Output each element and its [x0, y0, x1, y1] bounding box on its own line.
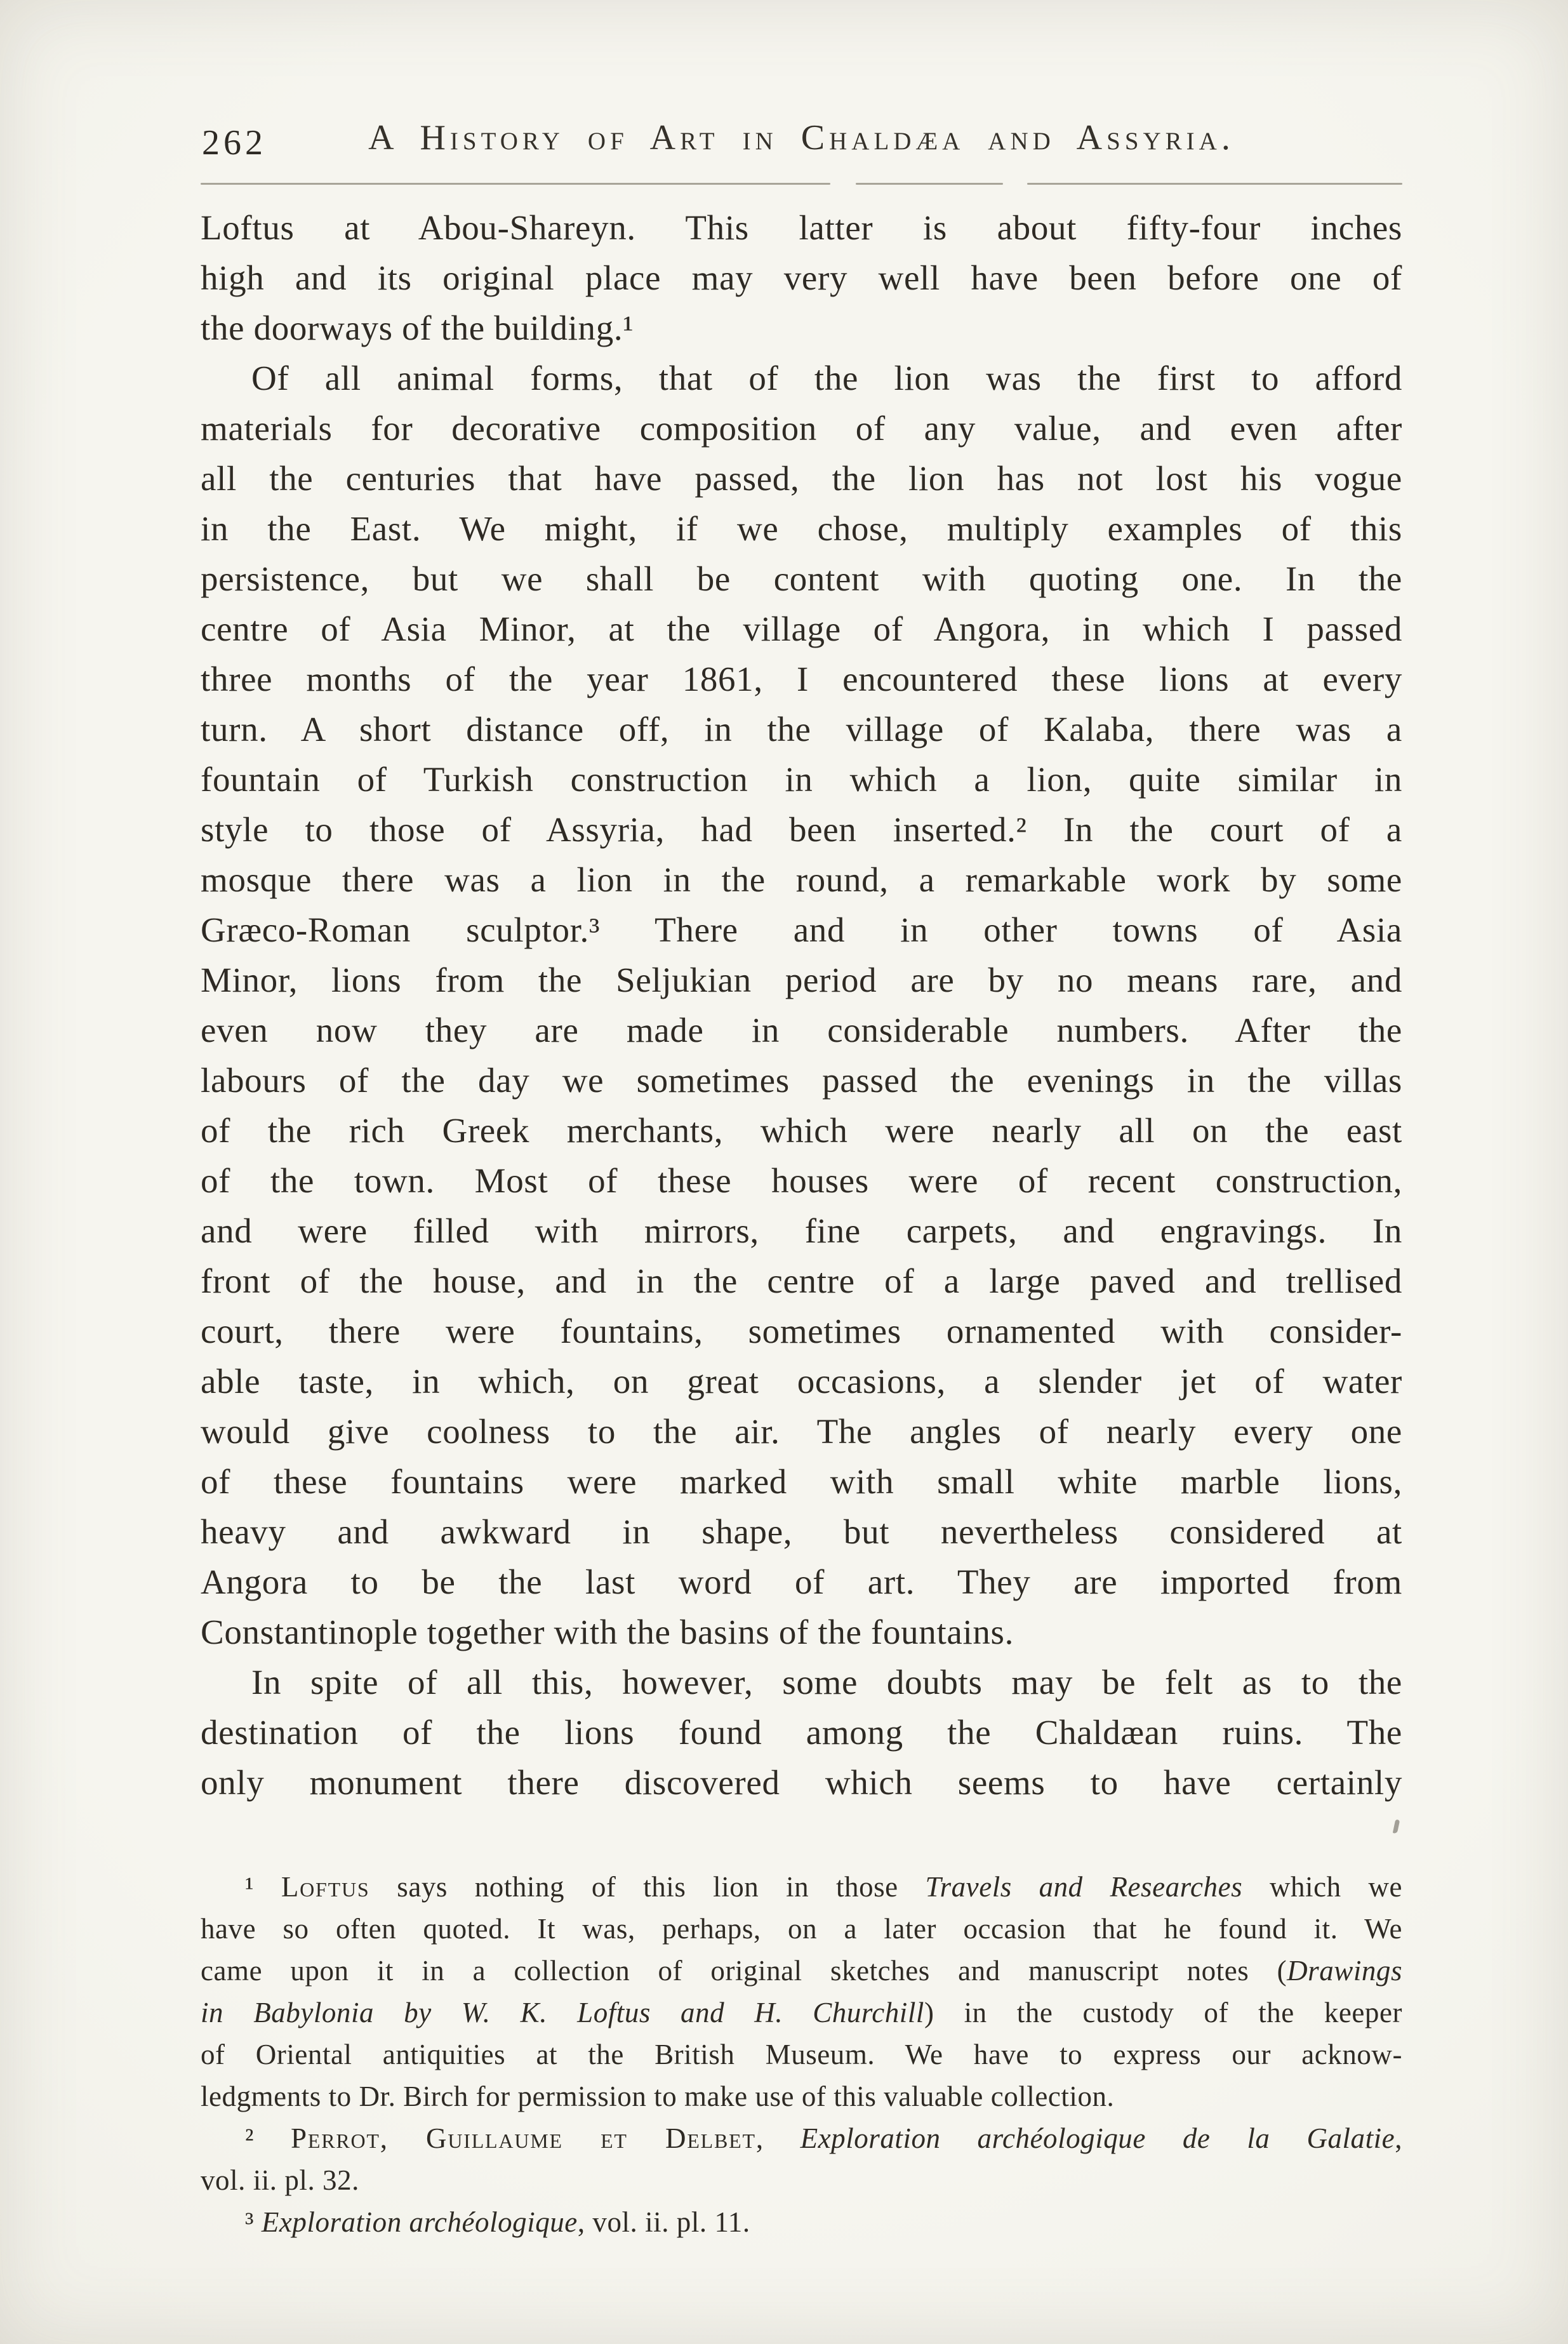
paragraph-line: style to those of Assyria, had been inserted.² In the court of a — [201, 810, 1402, 849]
paragraph-line: would give coolness to the air. The angles of nearly every one — [201, 1412, 1402, 1451]
paragraph-line: Loftus at Abou-Shareyn. This latter is about fifty-four inches — [201, 208, 1402, 247]
paragraph-line: persistence, but we shall be content with quoting one. In the — [201, 559, 1402, 598]
body-text — [201, 203, 1402, 1808]
footnote-line: came upon it in a collection of original sketches and manuscript notes (Drawings — [201, 1955, 1402, 1987]
paragraph-line: court, there were fountains, sometimes ornamented with consider- — [201, 1312, 1402, 1350]
footnote-line: vol. ii. pl. 32. — [201, 2164, 359, 2196]
paragraph-line: fountain of Turkish construction in which a lion, quite similar in — [201, 760, 1402, 799]
footnote-line: ³ Exploration archéologique, vol. ii. pl. 11. — [245, 2206, 750, 2238]
paragraph-line: three months of the year 1861, I encountered these lions at every — [201, 660, 1402, 698]
paragraph-line: all the centuries that have passed, the lion has not lost his vogue — [201, 459, 1402, 498]
paragraph-line: of the rich Greek merchants, which were nearly all on the east — [201, 1111, 1402, 1150]
footnote — [201, 2201, 1402, 2243]
small-caps-text: Loftus — [281, 1871, 370, 1903]
footnote — [201, 1866, 1402, 2117]
page-number: 262 — [202, 123, 267, 163]
paragraph-line: able taste, in which, on great occasions, a slender jet of water — [201, 1362, 1402, 1401]
paragraph-line: Græco-Roman sculptor.³ There and in other towns of Asia — [201, 910, 1402, 949]
paragraph-line: Of all animal forms, that of the lion was the first to afford — [251, 359, 1402, 397]
paragraph-line: of these fountains were marked with small white marble lions, — [201, 1462, 1402, 1501]
paragraph-line: front of the house, and in the centre of a large paved and trellised — [201, 1262, 1402, 1300]
footnote-line: ledgments to Dr. Birch for permission to make use of this valuable collection. — [201, 2081, 1115, 2112]
paragraph-line: mosque there was a lion in the round, a remarkable work by some — [201, 860, 1402, 899]
paragraph-line: Constantinople together with the basins of the fountains. — [201, 1613, 1014, 1651]
paragraph-line: centre of Asia Minor, at the village of Angora, in which I passed — [201, 609, 1402, 648]
paragraph-line: high and its original place may very well have been before one of — [201, 258, 1402, 297]
paragraph-line: destination of the lions found among the Chaldæan ruins. The — [201, 1713, 1402, 1752]
paragraph-line: of the town. Most of these houses were of recent construction, — [201, 1161, 1402, 1200]
paragraph-line: Angora to be the last word of art. They are imported from — [201, 1562, 1402, 1601]
paragraph-line: only monument there discovered which seems to have certainly — [201, 1763, 1402, 1802]
page-content — [201, 0, 1402, 2243]
paragraph-line: Minor, lions from the Seljukian period are by no means rare, and — [201, 961, 1402, 999]
footnotes — [201, 1866, 1402, 2243]
paragraph-line: materials for decorative composition of any value, and even after — [201, 409, 1402, 448]
paragraph-line: heavy and awkward in shape, but nevertheless considered at — [201, 1512, 1402, 1551]
rule-segment — [1027, 183, 1402, 185]
footnote — [201, 2117, 1402, 2201]
small-caps-text: Perrot, Guillaume et Delbet — [291, 2122, 756, 2154]
paragraph-line: and were filled with mirrors, fine carpets, and engravings. In — [201, 1211, 1402, 1250]
header-rule — [201, 182, 1402, 185]
paragraph — [201, 203, 1402, 353]
italic-text: Drawings — [1287, 1955, 1402, 1987]
italic-text: Exploration archéologique — [261, 2206, 578, 2238]
paragraph-line: labours of the day we sometimes passed the evenings in the villas — [201, 1061, 1402, 1100]
paragraph-line: even now they are made in considerable numbers. After the — [201, 1011, 1402, 1049]
footnote-line: ² Perrot, Guillaume et Delbet, Exploration archéologique de la Galatie, — [245, 2122, 1402, 2154]
footnote-line: ¹ Loftus says nothing of this lion in those Travels and Researches which we — [245, 1871, 1402, 1903]
paragraph-line: the doorways of the building.¹ — [201, 309, 634, 347]
paragraph — [201, 353, 1402, 1657]
rule-segment — [201, 183, 830, 185]
running-header — [201, 117, 1402, 168]
paragraph-line: In spite of all this, however, some doubts may be felt as to the — [251, 1663, 1402, 1701]
footnote-line: in Babylonia by W. K. Loftus and H. Churchill) in the custody of the keeper — [201, 1997, 1402, 2028]
italic-text: in Babylonia by W. K. Loftus and H. Churchill — [201, 1997, 924, 2028]
rule-segment — [856, 183, 1003, 185]
paragraph-line: in the East. We might, if we chose, multiply examples of this — [201, 509, 1402, 548]
italic-text: Exploration archéologique de la Galatie — [800, 2122, 1395, 2154]
paragraph-line: turn. A short distance off, in the village of Kalaba, there was a — [201, 710, 1402, 749]
running-title: A History of Art in Chaldæa and Assyria. — [368, 118, 1235, 157]
paragraph — [201, 1657, 1402, 1808]
italic-text: Travels and Researches — [925, 1871, 1243, 1903]
footnote-line: of Oriental antiquities at the British Museum. We have to express our acknow- — [201, 2039, 1402, 2070]
footnote-line: have so often quoted. It was, perhaps, on a later occasion that he found it. We — [201, 1913, 1402, 1945]
